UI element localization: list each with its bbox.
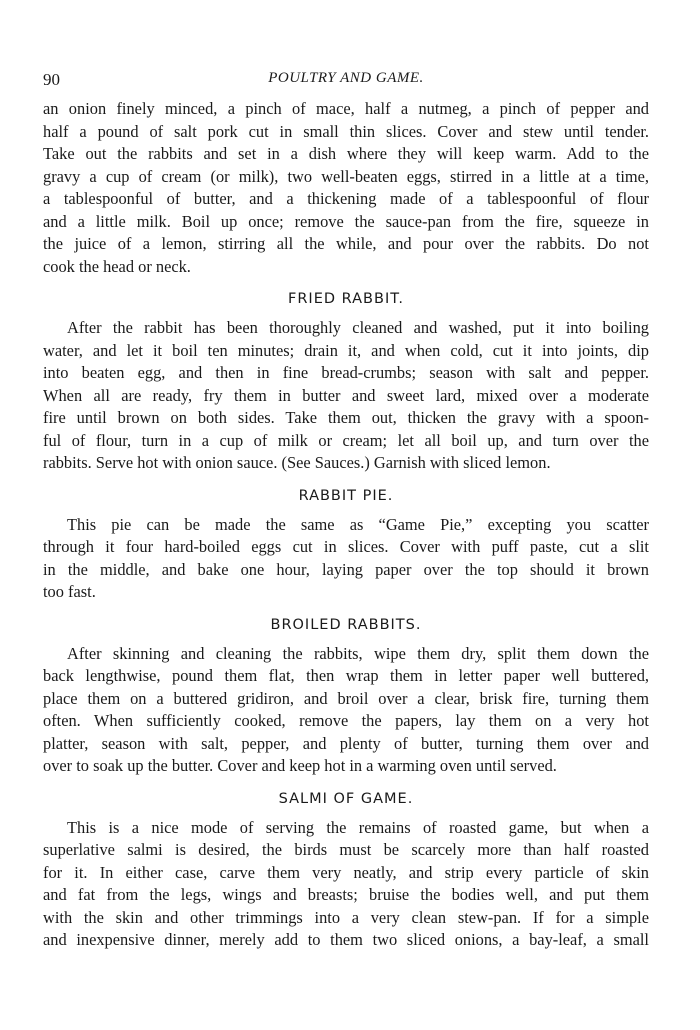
recipe-heading: FRIED RABBIT. xyxy=(288,291,404,307)
text-line: over to soak up the butter. Cover and keep hot in a warming oven until served. xyxy=(43,756,557,775)
text-line: a tablespoonful of butter, and a thickening made of a tablespoonful of flour xyxy=(43,189,649,208)
text-line: often. When sufficiently cooked, remove the papers, lay them on a very hot xyxy=(43,711,649,730)
text-line: fire until brown on both sides. Take them out, thicken the gravy with a spoon- xyxy=(43,408,649,427)
page-content xyxy=(43,98,649,952)
recipe-heading: BROILED RABBITS. xyxy=(270,616,422,633)
text-line: in the middle, and bake one hour, laying paper over the top should it brown xyxy=(43,559,649,579)
text-line: When all are ready, fry them in butter and sweet lard, mixed over a moderate xyxy=(43,385,649,405)
recipe-paragraph xyxy=(43,514,649,604)
recipe-paragraph xyxy=(43,317,649,475)
text-line: rabbits. Serve hot with onion sauce. (See Sauces.) Garnish with sliced lemon. xyxy=(43,453,551,472)
recipe-heading: SALMI OF GAME. xyxy=(278,790,414,807)
text-line: half a pound of salt pork cut in small thin slices. Cover and stew until tender. xyxy=(43,121,649,141)
recipe-section xyxy=(43,790,649,952)
text-line: After the rabbit has been thoroughly cleaned and washed, put it into boiling xyxy=(67,318,649,337)
text-line: ful of flour, turn in a cup of milk or cream; let all boil up, and turn over the xyxy=(43,430,649,450)
text-line: Take out the rabbits and set in a dish where they will keep warm. Add to the xyxy=(43,144,649,163)
text-line: After skinning and cleaning the rabbits, wipe them dry, split them down the xyxy=(67,643,649,663)
text-line: This is a nice mode of serving the remains of roasted game, but when a xyxy=(67,817,649,837)
recipe-heading: RABBIT PIE. xyxy=(298,487,394,504)
text-line: water, and let it boil ten minutes; drain it, and when cold, cut it into joints, dip xyxy=(43,340,649,360)
text-line: an onion finely minced, a pinch of mace, half a nutmeg, a pinch of pepper and xyxy=(43,99,649,118)
text-line: for it. In either case, carve them very neatly, and strip every particle of skin xyxy=(43,862,649,882)
text-line: the juice of a lemon, stirring all the while, and pour over the rabbits. Do not xyxy=(43,234,649,253)
recipe-section xyxy=(43,487,649,604)
text-line: superlative salmi is desired, the birds must be scarcely more than half roasted xyxy=(43,840,649,859)
recipe-paragraph xyxy=(43,98,649,278)
recipe-section xyxy=(43,98,649,278)
text-line: and a little milk. Boil up once; remove the sauce-pan from the fire, squeeze in xyxy=(43,211,649,231)
text-line: platter, season with salt, pepper, and plenty of butter, turning them over and xyxy=(43,733,649,753)
text-line: through it four hard-boiled eggs cut in slices. Cover with puff paste, cut a slit xyxy=(43,537,649,556)
recipe-paragraph xyxy=(43,817,649,952)
recipe-section xyxy=(43,290,649,475)
page-number: 90 xyxy=(43,70,60,89)
recipe-paragraph xyxy=(43,643,649,778)
book-page xyxy=(43,70,649,952)
text-line: and inexpensive dinner, merely add to them two sliced onions, a bay-leaf, a small xyxy=(43,930,649,949)
text-line: This pie can be made the same as “Game Pie,” excepting you scatter xyxy=(67,514,649,534)
running-head xyxy=(43,70,649,98)
text-line: with the skin and other trimmings into a very clean stew-pan. If for a simple xyxy=(43,907,649,927)
text-line: back lengthwise, pound them flat, then wrap them in letter paper well buttered, xyxy=(43,666,649,685)
text-line: too fast. xyxy=(43,582,96,601)
text-line: cook the head or neck. xyxy=(43,256,191,276)
text-line: gravy a cup of cream (or milk), two well-beaten eggs, stirred in a little at a time, xyxy=(43,166,649,186)
text-line: place them on a buttered gridiron, and broil over a clear, brisk fire, turning them xyxy=(43,688,649,708)
text-line: and fat from the legs, wings and breasts; bruise the bodies well, and put them xyxy=(43,885,649,904)
running-title: POULTRY AND GAME. xyxy=(268,70,424,86)
recipe-section xyxy=(43,616,649,778)
text-line: into beaten egg, and then in fine bread-crumbs; season with salt and pepper. xyxy=(43,363,649,382)
